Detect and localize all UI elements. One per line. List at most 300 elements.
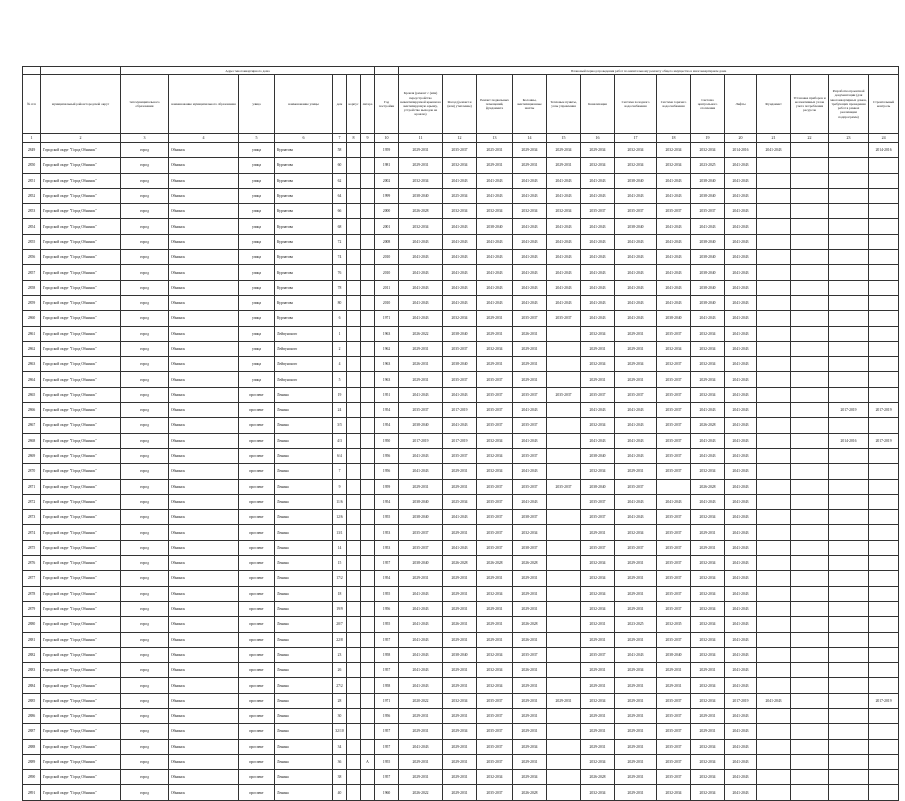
period-cell: 2041-2043 <box>615 433 657 448</box>
litera-cell <box>361 372 375 387</box>
table-row <box>23 586 899 601</box>
table-row <box>23 341 899 356</box>
row-number-cell: 2866 <box>23 403 41 418</box>
table-row <box>23 280 899 295</box>
period-cell: 2029-2031 <box>399 341 443 356</box>
period-cell <box>791 448 829 463</box>
period-cell <box>829 754 869 769</box>
period-cell: 2035-2037 <box>443 143 477 158</box>
control-cell <box>869 326 899 341</box>
korpus-cell <box>347 494 361 509</box>
litera-cell <box>361 158 375 173</box>
period-cell: 2041-2043 <box>399 250 443 265</box>
period-cell: 2032-2034 <box>581 556 615 571</box>
build-year-cell: 2011 <box>375 280 399 295</box>
period-cell <box>791 754 829 769</box>
period-cell: 2029-2031 <box>581 372 615 387</box>
period-cell <box>829 387 869 402</box>
mun-name-cell: Обнинск <box>169 433 239 448</box>
period-cell: 2041-2043 <box>399 663 443 678</box>
build-year-cell: 1955 <box>375 586 399 601</box>
table-row <box>23 372 899 387</box>
period-cell: 2041-2043 <box>725 265 757 280</box>
period-cell <box>791 387 829 402</box>
period-cell: 2038-2040 <box>657 647 691 662</box>
period-cell: 2029-2031 <box>443 586 477 601</box>
mun-name-cell: Обнинск <box>169 341 239 356</box>
korpus-cell <box>347 204 361 219</box>
mun-type-cell: город <box>121 678 169 693</box>
period-cell: 2032-2034 <box>443 204 477 219</box>
column-number: 24 <box>869 134 899 143</box>
period-cell: 2032-2034 <box>691 617 725 632</box>
build-year-cell: 2010 <box>375 295 399 310</box>
control-cell <box>869 280 899 295</box>
build-year-cell: 1956 <box>375 448 399 463</box>
table-row <box>23 479 899 494</box>
mun-type-cell: город <box>121 510 169 525</box>
period-cell: 2041-2043 <box>547 295 581 310</box>
period-cell <box>791 326 829 341</box>
control-cell: 2017-2019 <box>869 403 899 418</box>
period-cell: 2035-2037 <box>477 479 513 494</box>
municipality-cell: Городской округ "Город Обнинск" <box>41 295 121 310</box>
period-cell: 2041-2043 <box>513 433 547 448</box>
period-cell: 2041-2043 <box>547 173 581 188</box>
street-name-cell: Ленина <box>275 586 333 601</box>
municipality-cell: Городской округ "Город Обнинск" <box>41 663 121 678</box>
build-year-cell: 1957 <box>375 739 399 754</box>
period-cell <box>547 586 581 601</box>
period-cell: 2032-2034 <box>477 678 513 693</box>
period-cell: 2025-2031 <box>477 143 513 158</box>
table-row <box>23 204 899 219</box>
col-municipality: муниципальный район/городской округ <box>41 75 121 134</box>
period-cell <box>829 479 869 494</box>
house-cell: 60 <box>333 158 347 173</box>
period-cell <box>791 678 829 693</box>
street-type-cell: проспект <box>239 785 275 800</box>
column-number: 16 <box>581 134 615 143</box>
period-cell: 2035-2037 <box>513 387 547 402</box>
period-cell: 2032-2034 <box>657 158 691 173</box>
period-cell: 2041-2043 <box>399 464 443 479</box>
period-cell: 2038-2040 <box>443 326 477 341</box>
municipality-cell: Городской округ "Город Обнинск" <box>41 464 121 479</box>
period-cell: 2041-2043 <box>581 188 615 203</box>
street-type-cell: проспект <box>239 724 275 739</box>
mun-type-cell: город <box>121 403 169 418</box>
period-cell: 2032-2034 <box>477 770 513 785</box>
control-cell <box>869 204 899 219</box>
period-cell: 2041-2043 <box>725 204 757 219</box>
street-name-cell: Ленина <box>275 601 333 616</box>
period-cell: 2035-2037 <box>477 525 513 540</box>
period-cell <box>757 556 791 571</box>
period-cell: 2041-2043 <box>399 601 443 616</box>
period-cell: 2026-2031 <box>513 663 547 678</box>
row-number-cell: 2854 <box>23 219 41 234</box>
period-cell: 2035-2037 <box>477 693 513 708</box>
period-cell: 2029-2031 <box>615 341 657 356</box>
korpus-cell <box>347 647 361 662</box>
period-cell: 2041-2043 <box>399 678 443 693</box>
period-cell: 2032-2034 <box>443 158 477 173</box>
row-number-cell: 2888 <box>23 739 41 754</box>
control-cell <box>869 387 899 402</box>
row-number-cell: 2871 <box>23 479 41 494</box>
mun-name-cell: Обнинск <box>169 326 239 341</box>
period-cell <box>547 448 581 463</box>
build-year-cell: 1957 <box>375 556 399 571</box>
korpus-cell <box>347 173 361 188</box>
period-cell <box>829 372 869 387</box>
period-cell: 2029-2034 <box>513 739 547 754</box>
period-cell: 2041-2043 <box>615 265 657 280</box>
period-cell <box>547 724 581 739</box>
street-type-cell: проспект <box>239 540 275 555</box>
period-cell: 2029-2031 <box>477 326 513 341</box>
mun-type-cell: город <box>121 143 169 158</box>
period-cell: 2035-2037 <box>477 510 513 525</box>
build-year-cell: 1957 <box>375 770 399 785</box>
house-cell: 6/4 <box>333 448 347 463</box>
period-cell: 2035-2037 <box>581 647 615 662</box>
litera-cell: А <box>361 754 375 769</box>
period-cell: 2035-2037 <box>657 433 691 448</box>
period-cell: 2032-2034 <box>691 739 725 754</box>
house-cell: 15 <box>333 556 347 571</box>
row-number-cell: 2853 <box>23 204 41 219</box>
house-cell: 7 <box>333 464 347 479</box>
period-cell <box>657 479 691 494</box>
period-cell <box>757 433 791 448</box>
period-cell <box>757 357 791 372</box>
municipality-cell: Городской округ "Город Обнинск" <box>41 571 121 586</box>
control-cell <box>869 158 899 173</box>
column-number: 20 <box>725 134 757 143</box>
period-cell <box>829 724 869 739</box>
period-cell: 2017-2019 <box>443 433 477 448</box>
house-cell: 4/3 <box>333 433 347 448</box>
house-cell: 3/5 <box>333 418 347 433</box>
house-cell: 1 <box>333 326 347 341</box>
litera-cell <box>361 647 375 662</box>
row-number-cell: 2885 <box>23 693 41 708</box>
period-cell: 2041-2043 <box>725 556 757 571</box>
period-cell <box>547 601 581 616</box>
mun-type-cell: город <box>121 219 169 234</box>
period-cell: 2032-2034 <box>691 556 725 571</box>
period-cell: 2029-2031 <box>399 754 443 769</box>
period-cell: 2041-2043 <box>399 265 443 280</box>
period-cell: 2029-2031 <box>657 678 691 693</box>
row-number-cell: 2850 <box>23 158 41 173</box>
period-cell: 2035-2037 <box>657 387 691 402</box>
municipality-cell: Городской округ "Город Обнинск" <box>41 418 121 433</box>
municipality-cell: Городской округ "Город Обнинск" <box>41 647 121 662</box>
period-cell <box>791 540 829 555</box>
control-cell <box>869 479 899 494</box>
build-year-cell: 1957 <box>375 724 399 739</box>
period-cell: 2035-2037 <box>657 571 691 586</box>
period-cell <box>829 739 869 754</box>
period-cell: 2032-2034 <box>691 647 725 662</box>
period-cell: 2038-2040 <box>691 250 725 265</box>
street-type-cell: улица <box>239 143 275 158</box>
period-cell: 2041-2043 <box>399 387 443 402</box>
period-cell: 2041-2043 <box>443 265 477 280</box>
build-year-cell: 1953 <box>375 540 399 555</box>
control-cell <box>869 739 899 754</box>
table-row <box>23 601 899 616</box>
period-cell: 2026-2028 <box>513 617 547 632</box>
period-cell: 2035-2037 <box>399 403 443 418</box>
period-cell: 2026-2028 <box>513 556 547 571</box>
period-cell: 2041-2043 <box>443 540 477 555</box>
period-cell <box>757 418 791 433</box>
period-cell: 2029-2031 <box>513 341 547 356</box>
period-cell: 2041-2043 <box>757 143 791 158</box>
municipality-cell: Городской округ "Город Обнинск" <box>41 632 121 647</box>
period-cell: 2041-2043 <box>443 295 477 310</box>
table-row <box>23 647 899 662</box>
period-cell: 2029-2031 <box>615 770 657 785</box>
street-name-cell: Ленина <box>275 494 333 509</box>
street-type-cell: проспект <box>239 479 275 494</box>
period-cell <box>829 219 869 234</box>
street-name-cell: Ленина <box>275 739 333 754</box>
municipality-cell: Городской округ "Город Обнинск" <box>41 326 121 341</box>
control-cell <box>869 341 899 356</box>
table-row <box>23 770 899 785</box>
house-cell: 4 <box>333 357 347 372</box>
column-number: 1 <box>23 134 41 143</box>
mun-name-cell: Обнинск <box>169 158 239 173</box>
litera-cell <box>361 433 375 448</box>
period-cell <box>757 617 791 632</box>
period-cell <box>757 173 791 188</box>
period-cell <box>547 647 581 662</box>
period-cell: 2029-2031 <box>513 678 547 693</box>
period-cell <box>829 525 869 540</box>
control-cell <box>869 173 899 188</box>
period-cell: 2038-2040 <box>581 479 615 494</box>
litera-cell <box>361 204 375 219</box>
period-cell: 2041-2043 <box>399 280 443 295</box>
litera-cell <box>361 571 375 586</box>
table-row <box>23 754 899 769</box>
control-cell <box>869 586 899 601</box>
period-cell: 2029-2031 <box>581 708 615 723</box>
korpus-cell <box>347 448 361 463</box>
korpus-cell <box>347 387 361 402</box>
street-name-cell: Курчатова <box>275 143 333 158</box>
period-cell: 2041-2043 <box>725 571 757 586</box>
mun-name-cell: Обнинск <box>169 678 239 693</box>
litera-cell <box>361 724 375 739</box>
period-cell: 2041-2043 <box>581 403 615 418</box>
street-name-cell: Курчатова <box>275 204 333 219</box>
period-cell: 2041-2043 <box>615 494 657 509</box>
period-cell: 2041-2043 <box>725 418 757 433</box>
period-cell <box>757 540 791 555</box>
table-row <box>23 571 899 586</box>
period-cell: 2035-2037 <box>657 708 691 723</box>
period-cell: 2041-2043 <box>513 173 547 188</box>
korpus-cell <box>347 433 361 448</box>
period-cell: 2032-2034 <box>399 219 443 234</box>
control-cell <box>869 265 899 280</box>
period-cell <box>829 357 869 372</box>
litera-cell <box>361 265 375 280</box>
house-cell: 62 <box>333 173 347 188</box>
period-cell: 2026-2028 <box>691 418 725 433</box>
period-cell: 2041-2043 <box>725 724 757 739</box>
period-cell: 2041-2043 <box>725 250 757 265</box>
municipality-cell: Городской округ "Город Обнинск" <box>41 250 121 265</box>
period-cell: 2041-2043 <box>443 418 477 433</box>
build-year-cell: 1958 <box>375 647 399 662</box>
col-mun-name: наименование муниципального образования <box>169 75 239 134</box>
build-year-cell: 1955 <box>375 510 399 525</box>
period-cell: 2041-2043 <box>725 295 757 310</box>
row-number-cell: 2886 <box>23 708 41 723</box>
period-cell <box>829 311 869 326</box>
street-name-cell: Курчатова <box>275 280 333 295</box>
column-number: 17 <box>615 134 657 143</box>
municipality-cell: Городской округ "Город Обнинск" <box>41 234 121 249</box>
period-cell: 2041-2043 <box>443 173 477 188</box>
col-hot-water: Система горячего водоснабжения <box>657 75 691 134</box>
control-cell <box>869 770 899 785</box>
period-cell: 2029-2031 <box>581 678 615 693</box>
period-cell: 2014-2016 <box>725 143 757 158</box>
row-number-cell: 2862 <box>23 341 41 356</box>
litera-cell <box>361 387 375 402</box>
period-cell: 2029-2031 <box>615 724 657 739</box>
street-type-cell: проспект <box>239 770 275 785</box>
litera-cell <box>361 173 375 188</box>
municipality-cell: Городской округ "Город Обнинск" <box>41 678 121 693</box>
mun-name-cell: Обнинск <box>169 464 239 479</box>
row-number-cell: 2889 <box>23 754 41 769</box>
period-cell <box>547 571 581 586</box>
period-cell: 2041-2043 <box>657 234 691 249</box>
street-name-cell: Ленина <box>275 525 333 540</box>
period-cell: 2029-2031 <box>477 158 513 173</box>
column-number: 18 <box>657 134 691 143</box>
litera-cell <box>361 494 375 509</box>
period-cell <box>791 510 829 525</box>
header-cell <box>23 67 41 75</box>
period-cell: 2032-2034 <box>443 693 477 708</box>
period-cell: 2032-2034 <box>615 525 657 540</box>
col-control: Строительный контроль <box>869 75 899 134</box>
period-cell: 2017-2019 <box>399 433 443 448</box>
period-cell <box>829 647 869 662</box>
control-cell <box>869 357 899 372</box>
period-cell: 2029-2031 <box>513 724 547 739</box>
period-cell <box>829 234 869 249</box>
period-cell: 2038-2040 <box>399 556 443 571</box>
mun-type-cell: город <box>121 724 169 739</box>
period-cell: 2032-2034 <box>581 326 615 341</box>
column-number: 13 <box>477 134 513 143</box>
period-cell <box>829 617 869 632</box>
period-cell: 2038-2037 <box>513 540 547 555</box>
row-number-cell: 2867 <box>23 418 41 433</box>
build-year-cell: 1954 <box>375 418 399 433</box>
municipality-cell: Городской округ "Город Обнинск" <box>41 525 121 540</box>
period-cell <box>791 601 829 616</box>
period-cell <box>547 754 581 769</box>
period-cell: 2041-2043 <box>399 311 443 326</box>
period-cell <box>791 311 829 326</box>
street-type-cell: улица <box>239 341 275 356</box>
period-cell: 2025-2034 <box>443 188 477 203</box>
row-number-cell: 2887 <box>23 724 41 739</box>
period-cell <box>791 158 829 173</box>
control-cell <box>869 188 899 203</box>
litera-cell <box>361 586 375 601</box>
korpus-cell <box>347 770 361 785</box>
period-cell <box>791 357 829 372</box>
street-type-cell: проспект <box>239 448 275 463</box>
period-cell: 2041-2043 <box>399 739 443 754</box>
col-heat-points: Тепловые пункты, узлы управления <box>547 75 581 134</box>
period-cell <box>547 785 581 800</box>
period-cell <box>547 464 581 479</box>
period-cell: 2041-2043 <box>657 265 691 280</box>
period-cell <box>757 647 791 662</box>
period-cell: 2041-2043 <box>513 403 547 418</box>
build-year-cell: 1956 <box>375 464 399 479</box>
period-cell <box>547 494 581 509</box>
street-type-cell: улица <box>239 326 275 341</box>
korpus-cell <box>347 418 361 433</box>
period-cell: 2026-2022 <box>399 326 443 341</box>
mun-name-cell: Обнинск <box>169 617 239 632</box>
period-cell <box>757 265 791 280</box>
period-cell <box>791 188 829 203</box>
period-cell <box>547 433 581 448</box>
street-name-cell: Курчатова <box>275 158 333 173</box>
period-cell <box>829 708 869 723</box>
street-type-cell: проспект <box>239 387 275 402</box>
period-cell: 2041-2043 <box>725 663 757 678</box>
col-lifts: Лифты <box>725 75 757 134</box>
period-cell: 2029-2031 <box>443 601 477 616</box>
period-cell <box>791 418 829 433</box>
street-name-cell: Ленина <box>275 448 333 463</box>
mun-name-cell: Обнинск <box>169 234 239 249</box>
period-cell: 2032-2034 <box>581 601 615 616</box>
repair-schedule-sheet <box>22 66 895 801</box>
period-cell: 2032-2034 <box>691 785 725 800</box>
build-year-cell: 1959 <box>375 479 399 494</box>
period-cell: 2038-2040 <box>691 295 725 310</box>
period-cell: 2038-2040 <box>691 188 725 203</box>
period-cell: 2032-2034 <box>581 754 615 769</box>
period-cell: 2041-2043 <box>725 448 757 463</box>
street-type-cell: проспект <box>239 433 275 448</box>
street-type-cell: улица <box>239 173 275 188</box>
period-cell: 2014-2016 <box>829 433 869 448</box>
period-cell: 2041-2043 <box>399 234 443 249</box>
period-cell: 2041-2043 <box>581 295 615 310</box>
house-cell: 6 <box>333 311 347 326</box>
